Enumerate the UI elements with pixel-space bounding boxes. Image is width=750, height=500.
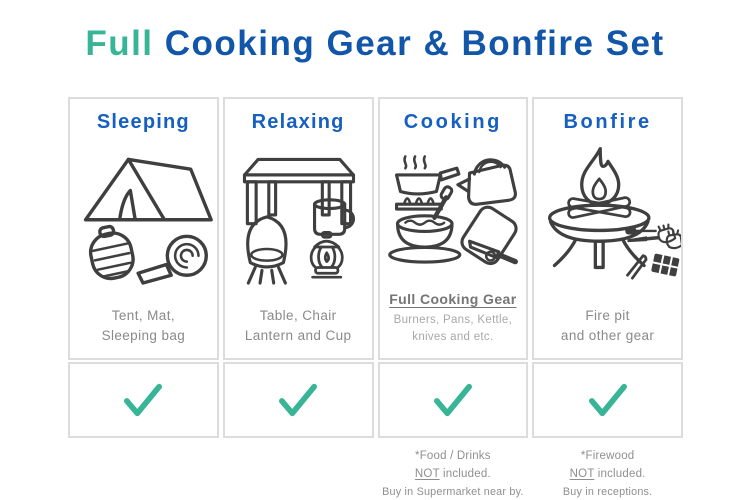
bonfire-cell — [532, 97, 683, 360]
sleeping-cell — [68, 97, 219, 360]
bonfire-header: Bonfire — [563, 111, 652, 133]
charcoal-icon — [651, 253, 680, 276]
sleeping-header: Sleeping — [96, 111, 190, 133]
chair-icon — [248, 217, 286, 283]
relaxing-description: Table, Chair Lantern and Cup — [244, 307, 352, 343]
relaxing-cell — [223, 97, 374, 360]
cooking-desc-heading: Full Cooking Gear — [389, 290, 517, 307]
cup-icon — [315, 200, 354, 235]
checkmark-icon — [120, 381, 166, 419]
relaxing-icons — [225, 136, 372, 288]
sleeping-check-cell — [68, 362, 219, 438]
cooking-footnote: *Food / Drinks NOT included. Buy in Supermarket near by. — [382, 450, 524, 498]
cooking-check-cell — [378, 362, 529, 438]
bonfire-icons — [534, 136, 681, 288]
pan-burner-icon — [396, 156, 458, 209]
tent-icon — [86, 159, 212, 219]
fire-pit-icon — [549, 149, 648, 268]
gloves-icon — [658, 225, 681, 248]
page-title — [0, 24, 750, 64]
sleeping-bag-icon — [86, 223, 137, 282]
cooking-header: Cooking — [403, 111, 502, 133]
cooking-cell — [378, 97, 529, 360]
checkmark-icon — [585, 381, 631, 419]
column-sleeping — [68, 97, 219, 500]
sleeping-icons — [70, 136, 217, 288]
bonfire-footnote: *Firewood NOT included. Buy in receptions. — [562, 450, 653, 498]
bonfire-check-cell — [532, 362, 683, 438]
checkmark-icon — [275, 381, 321, 419]
mat-roll-icon — [139, 236, 207, 283]
cooking-icons — [380, 136, 527, 288]
table-icon — [245, 159, 354, 223]
relaxing-check-cell — [223, 362, 374, 438]
lantern-icon — [311, 232, 342, 277]
soup-pot-icon — [390, 186, 460, 262]
sleeping-footnote — [68, 448, 219, 460]
checkmark-icon — [430, 381, 476, 419]
column-bonfire — [532, 97, 683, 500]
column-cooking — [378, 97, 529, 500]
sleeping-description: Tent, Mat, Sleeping bag — [101, 307, 186, 343]
title-highlight: Full — [85, 24, 154, 63]
column-relaxing — [223, 97, 374, 500]
bonfire-description: Fire pit and other gear — [560, 307, 655, 343]
cutting-board-knife-icon — [458, 204, 519, 267]
cooking-description: Full Cooking Gear Burners, Pans, Kettle, knives and etc. — [389, 290, 517, 343]
relaxing-header: Relaxing — [251, 111, 345, 133]
comparison-table — [68, 97, 683, 500]
relaxing-footnote — [223, 448, 374, 460]
title-rest: Cooking Gear & Bonfire Set — [153, 24, 665, 63]
kettle-icon — [458, 160, 516, 204]
